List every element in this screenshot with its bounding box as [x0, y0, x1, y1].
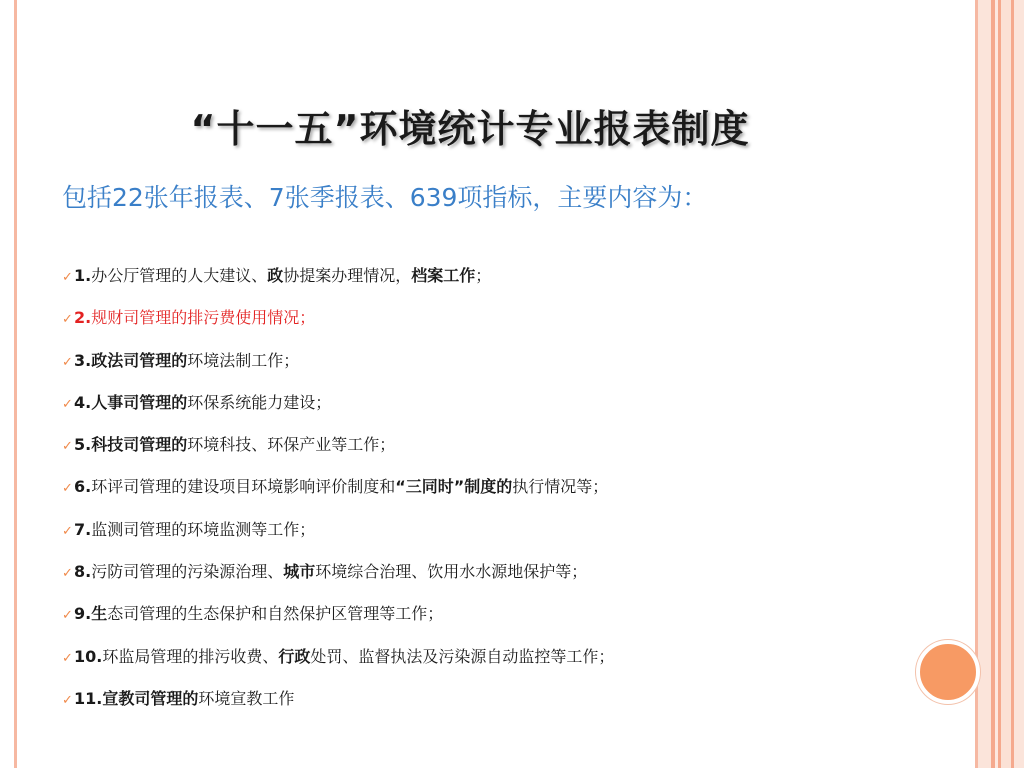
list-item	[62, 473, 922, 515]
item-text: 污防司管理的污染源治理、	[91, 562, 284, 582]
checkmark-icon: ✓	[62, 354, 73, 370]
list-item	[62, 600, 922, 642]
item-text: 环监局管理的排污收费、	[102, 646, 279, 666]
left-decorative-stripe	[14, 0, 17, 768]
item-text: 规财司管理的排污费使用情况；	[91, 308, 316, 328]
item-text: 监测司管理的环境监测等工作；	[91, 519, 316, 539]
checkmark-icon: ✓	[62, 270, 73, 285]
list-item	[62, 347, 922, 389]
item-text-bold: 宣教司管理的	[102, 688, 199, 708]
stripe	[1014, 0, 1024, 768]
checkmark-icon: ✓	[62, 650, 73, 666]
stripe	[978, 0, 991, 768]
item-number: 5.	[74, 435, 92, 455]
item-text-bold: 政法司管理的	[91, 350, 188, 370]
list-item	[62, 558, 922, 600]
item-text: 办公厅管理的人大建议、	[91, 266, 268, 285]
list-item	[62, 685, 922, 727]
checkmark-icon: ✓	[62, 481, 73, 497]
intro-text: 包括22张年报表、7张季报表、639项指标，主要内容为：	[62, 183, 708, 212]
checkmark-icon: ✓	[62, 566, 73, 582]
item-number: 8.	[74, 562, 92, 582]
item-number: 7.	[74, 519, 92, 539]
item-number: 9.	[74, 604, 92, 624]
checkmark-icon: ✓	[62, 692, 73, 708]
item-text-bold: 人事司管理的	[91, 392, 188, 412]
item-number: 4.	[74, 392, 92, 412]
item-text: 环境科技、环保产业等工作；	[187, 435, 396, 455]
item-text: 环境综合治理、饮用水水源地保护等；	[315, 562, 588, 582]
item-number: 2.	[74, 308, 92, 328]
item-text-bold: 档案工作	[411, 266, 476, 285]
item-text: 处罚、监督执法及污染源自动监控等工作；	[310, 646, 615, 666]
item-text-bold: 生	[91, 604, 108, 624]
item-number: 6.	[74, 477, 92, 497]
stripe	[1001, 0, 1011, 768]
slide-title: “十一五”环境统计专业报表制度	[190, 107, 750, 151]
right-decorative-stripes	[975, 0, 1024, 768]
item-list	[62, 262, 922, 727]
item-text: 态司管理的生态保护和自然保护区管理等工作；	[107, 604, 444, 624]
item-text-bold: 城市	[283, 562, 316, 582]
item-text: 执行情况等；	[512, 477, 609, 497]
list-item	[62, 643, 922, 685]
item-number: 10.	[74, 646, 103, 666]
item-text: 环境宣教工作	[198, 688, 295, 708]
list-item	[62, 304, 922, 346]
checkmark-icon: ✓	[62, 439, 73, 455]
item-text-bold: 政	[267, 266, 284, 285]
checkmark-icon: ✓	[62, 312, 73, 328]
checkmark-icon: ✓	[62, 608, 73, 624]
item-text: ；	[475, 266, 492, 285]
list-item	[62, 516, 922, 558]
list-item	[62, 262, 922, 304]
item-text-bold: 行政	[278, 646, 311, 666]
item-number: 3.	[74, 350, 92, 370]
checkmark-icon: ✓	[62, 396, 73, 412]
item-number: 1.	[74, 266, 92, 285]
list-item	[62, 431, 922, 473]
decorative-circle	[916, 640, 980, 704]
list-item	[62, 389, 922, 431]
item-text-bold: 科技司管理的	[91, 435, 188, 455]
item-text: 环保系统能力建设；	[187, 392, 332, 412]
item-text: 环评司管理的建设项目环境影响评价制度和	[91, 477, 396, 497]
item-text: 协提案办理情况，	[283, 266, 412, 285]
item-text-bold: “三同时”制度的	[395, 477, 513, 497]
checkmark-icon: ✓	[62, 523, 73, 539]
item-text: 环境法制工作；	[187, 350, 300, 370]
item-number: 11.	[74, 688, 103, 708]
